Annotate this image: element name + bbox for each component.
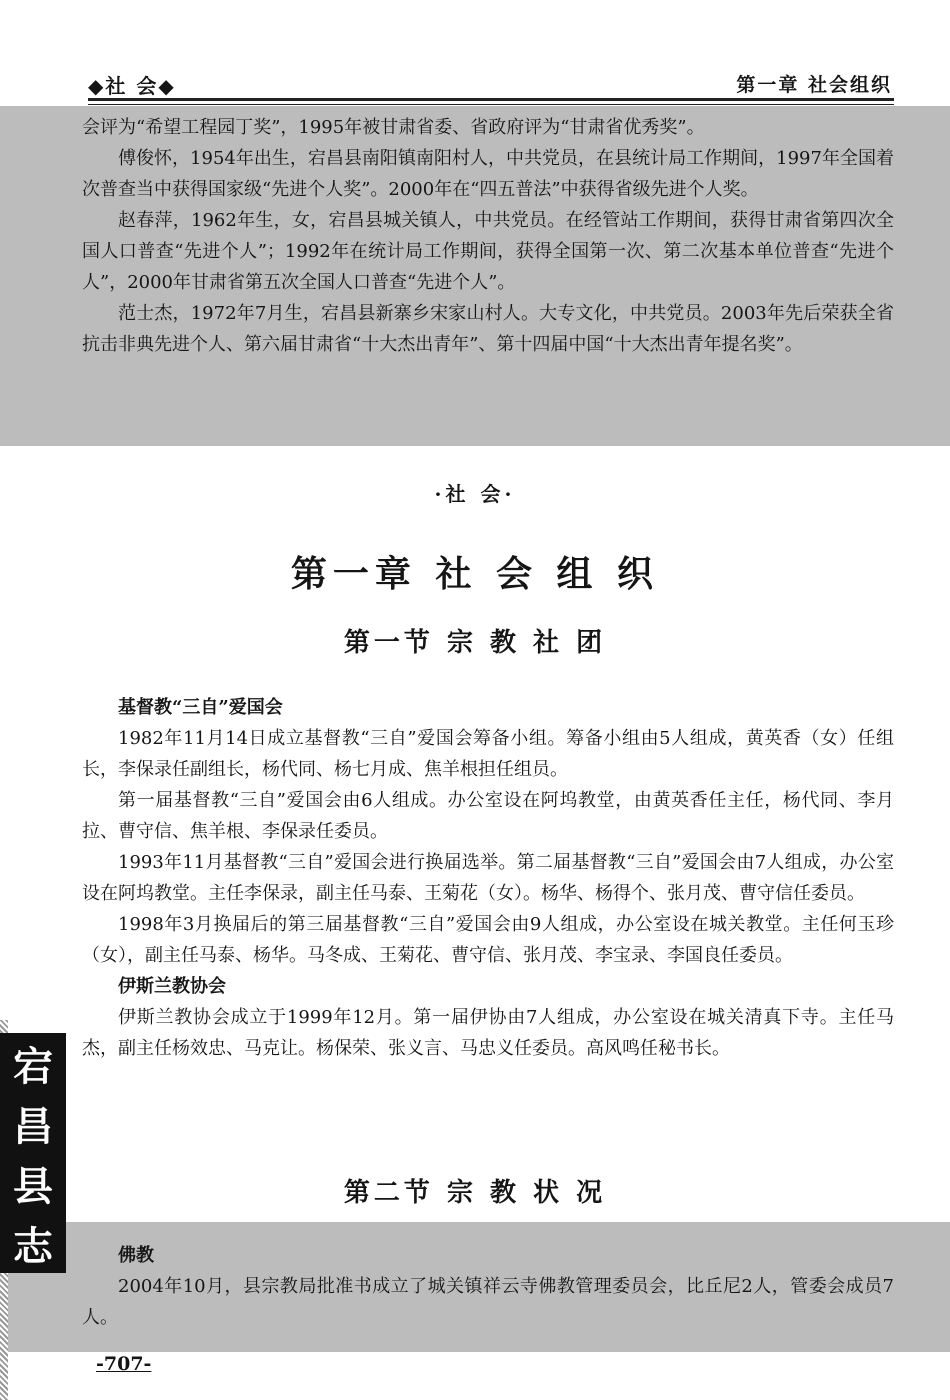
page-number: -707- <box>96 1353 152 1375</box>
paragraph: 1993年11月基督教“三自”爱国会进行换届选举。第二届基督教“三自”爱国会由7人组成，办公室设在阿坞教堂。主任李保录，副主任马泰、王菊花（女）。杨华、杨得个、张月茂、曹守信任委员。 <box>82 852 894 904</box>
subsection-title: 佛教 <box>118 1245 154 1266</box>
top-text-block <box>82 112 894 360</box>
paragraph: 傅俊怀，1954年出生，宕昌县南阳镇南阳村人，中共党员，在县统计局工作期间，1997年全国着次普查当中获得国家级“先进个人奖”。2000年在“四五普法”中获得省级先进个人奖。 <box>82 148 894 200</box>
section1-text-block <box>82 692 894 1064</box>
paragraph: 2004年10月，县宗教局批准书成立了城关镇祥云寺佛教管理委员会，比丘尼2人，管委会成员7人。 <box>82 1276 894 1328</box>
subsection-title: 伊斯兰教协会 <box>118 976 226 997</box>
paragraph: 赵春萍，1962年生，女，宕昌县城关镇人，中共党员。在经管站工作期间，获得甘肃省第四次全国人口普查“先进个人”；1992年在统计局工作期间，获得全国第一次、第二次基本单位普查“先进个人”，2000年甘肃省第五次全国人口普查“先进个人”。 <box>82 210 894 293</box>
section-title-1: 第一节 宗 教 社 团 <box>343 628 607 658</box>
chapter-title: 第一章 社 会 组 织 <box>290 553 660 595</box>
side-tab-char: 县 <box>13 1162 53 1210</box>
side-tab-char: 志 <box>13 1222 53 1270</box>
section-title-2: 第二节 宗 教 状 况 <box>343 1178 607 1208</box>
section2-text-block <box>82 1240 894 1333</box>
subsection-title: 基督教“三自”爱国会 <box>118 697 283 718</box>
header-rule <box>88 98 894 105</box>
side-tab <box>0 1033 66 1273</box>
paragraph: 1982年11月14日成立基督教“三自”爱国会筹备小组。筹备小组由5人组成，黄英香（女）任组长，李保录任副组长，杨代同、杨七月成、焦羊根担任组员。 <box>82 728 894 780</box>
paragraph: 伊斯兰教协会成立于1999年12月。第一届伊协由7人组成，办公室设在城关清真下寺。主任马杰，副主任杨效忠、马克让。杨保荣、张义言、马忠义任委员。高风鸣任秘书长。 <box>82 1007 894 1059</box>
paragraph: 范士杰，1972年7月生，宕昌县新寨乡宋家山村人。大专文化，中共党员。2003年先后荣获全省抗击非典先进个人、第六届甘肃省“十大杰出青年”、第十四届中国“十大杰出青年提名奖”。 <box>82 303 894 355</box>
side-tab-char: 宕 <box>13 1042 53 1090</box>
running-header-right: 第一章 社会组织 <box>736 74 892 96</box>
paragraph: 1998年3月换届后的第三届基督教“三自”爱国会由9人组成，办公室设在城关教堂。主任何玉珍（女），副主任马泰、杨华。马冬成、王菊花、曹守信、张月茂、李宝录、李国良任委员。 <box>82 914 894 966</box>
section-mark: ·社 会· <box>434 482 516 506</box>
running-header-left: ◆社 会◆ <box>88 74 176 98</box>
paragraph: 第一届基督教“三自”爱国会由6人组成。办公室设在阿坞教堂，由黄英香任主任，杨代同、李月拉、曹守信、焦羊根、李保录任委员。 <box>82 790 894 842</box>
side-tab-char: 昌 <box>13 1102 53 1150</box>
paragraph: 会评为“希望工程园丁奖”，1995年被甘肃省委、省政府评为“甘肃省优秀奖”。 <box>82 117 705 138</box>
